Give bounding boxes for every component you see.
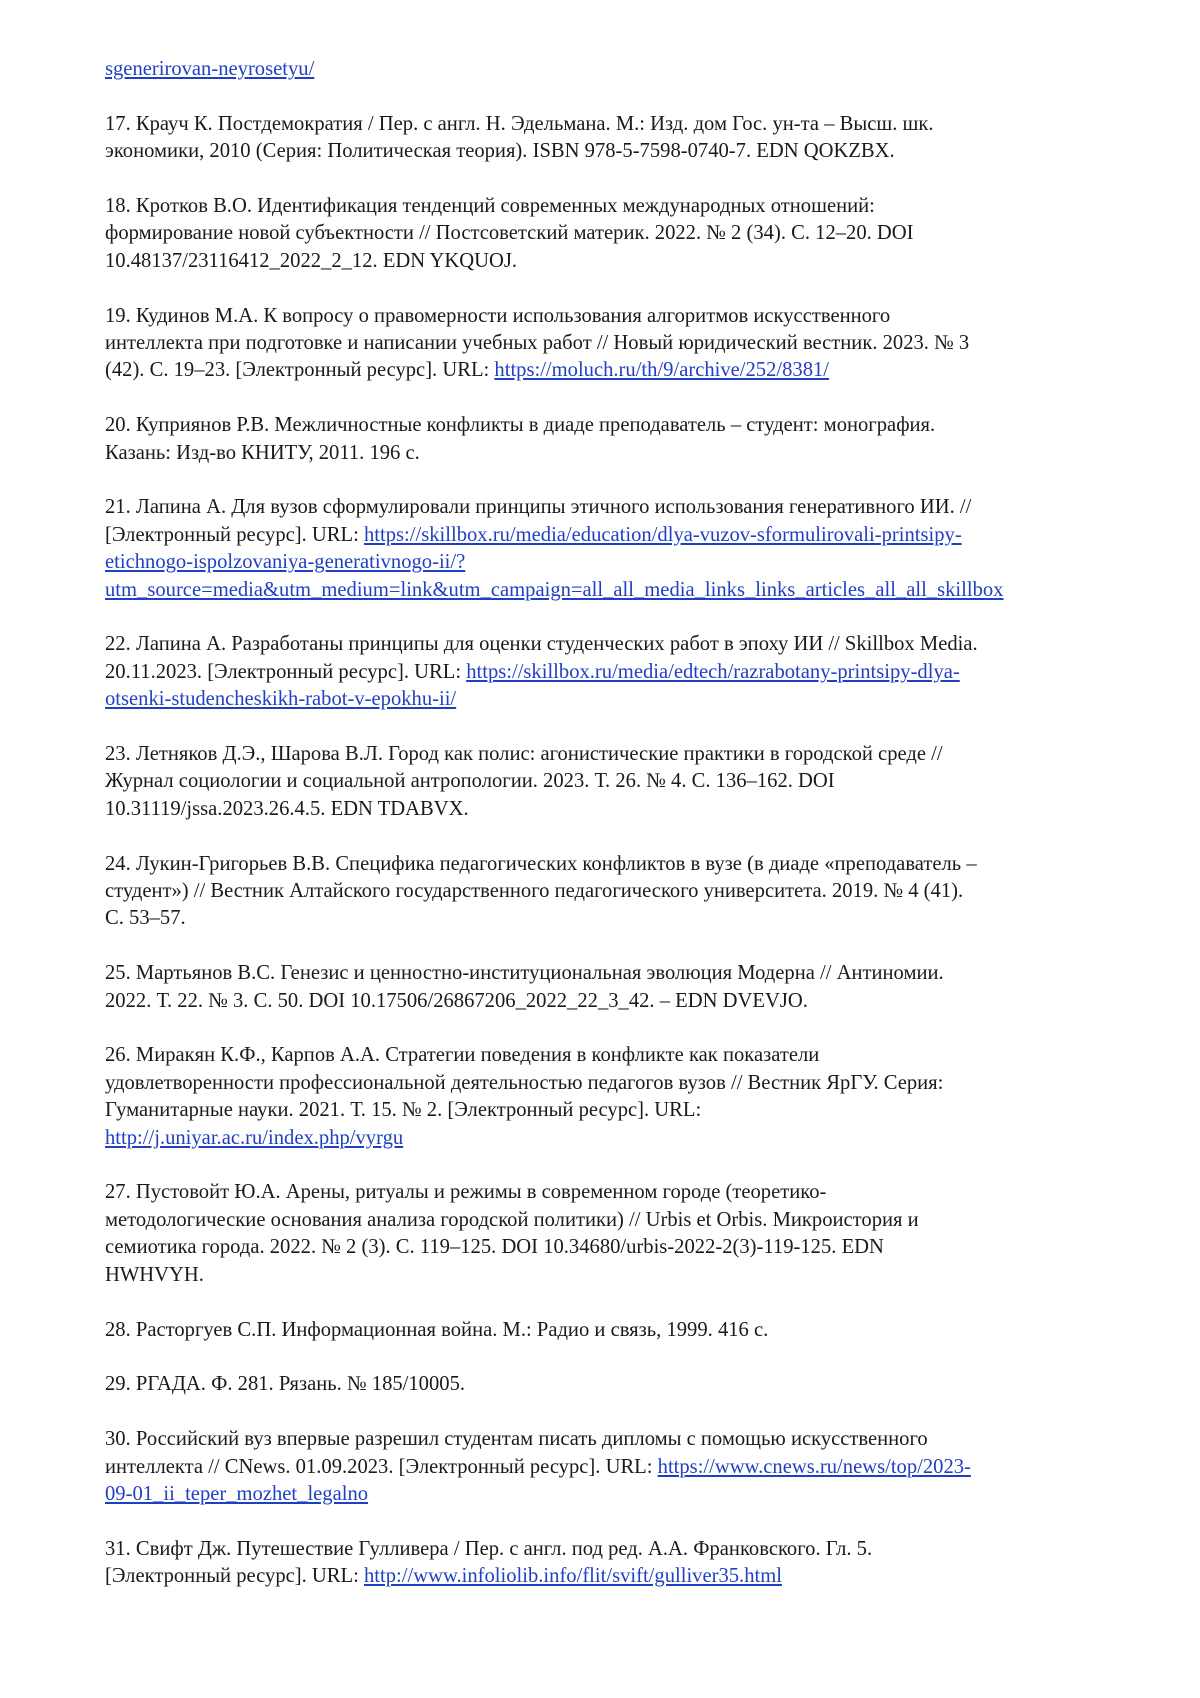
reference-text: Казань: Изд-во КНИТУ, 2011. 196 с. bbox=[105, 441, 420, 464]
reference-line bbox=[105, 138, 1135, 165]
reference-text: (42). С. 19–23. [Электронный ресурс]. URL: bbox=[105, 359, 495, 382]
reference-line bbox=[105, 1371, 1135, 1398]
reference-line bbox=[105, 1481, 1135, 1508]
reference-text: 29. РГАДА. Ф. 281. Рязань. № 185/10005. bbox=[105, 1373, 466, 1396]
reference-link[interactable]: otsenki-studencheskikh-rabot-v-epokhu-ii/ bbox=[105, 688, 457, 711]
reference-line bbox=[105, 1042, 1135, 1069]
reference-list bbox=[105, 56, 1135, 1618]
reference-line bbox=[105, 659, 1135, 686]
reference-line bbox=[105, 1426, 1135, 1453]
reference-link[interactable]: sgenerirovan-neyrosetyu/ bbox=[105, 58, 315, 80]
reference-text: студент») // Вестник Алтайского государственного педагогического университета. 2019. № 4 (41). bbox=[105, 880, 964, 903]
reference-line bbox=[105, 248, 1135, 275]
reference-text: семиотика города. 2022. № 2 (3). С. 119–125. DOI 10.34680/urbis-2022-2(3)-119-125. EDN bbox=[105, 1236, 884, 1259]
reference-line bbox=[105, 1563, 1135, 1590]
reference-entry bbox=[105, 111, 1135, 166]
reference-line bbox=[105, 878, 1135, 905]
reference-link[interactable]: utm_source=media&utm_medium=link&utm_campaign=all_all_media_links_links_articles_all_all_skillbox bbox=[105, 578, 1004, 601]
reference-text: С. 53–57. bbox=[105, 907, 186, 930]
reference-line bbox=[105, 577, 1135, 604]
reference-entry bbox=[105, 851, 1135, 933]
reference-link[interactable]: https://www.cnews.ru/news/top/2023- bbox=[657, 1455, 971, 1478]
reference-entry bbox=[105, 193, 1135, 275]
reference-line bbox=[105, 1125, 1135, 1152]
reference-line bbox=[105, 1262, 1135, 1289]
reference-entry bbox=[105, 494, 1135, 604]
reference-text: экономики, 2010 (Серия: Политическая теория). ISBN 978-5-7598-0740-7. EDN QOKZBX. bbox=[105, 140, 895, 163]
reference-text: методологические основания анализа городской политики) // Urbis et Orbis. Микроистория и bbox=[105, 1208, 919, 1231]
reference-line bbox=[105, 741, 1135, 768]
reference-entry bbox=[105, 1536, 1135, 1591]
reference-text: удовлетворенности профессиональной деятельностью педагогов вузов // Вестник ЯрГУ. Серия: bbox=[105, 1071, 944, 1094]
reference-entry bbox=[105, 1179, 1135, 1289]
reference-text: интеллекта // CNews. 01.09.2023. [Электронный ресурс]. URL: bbox=[105, 1455, 658, 1478]
reference-entry bbox=[105, 1426, 1135, 1508]
reference-text: 27. Пустовойт Ю.А. Арены, ритуалы и режимы в современном городе (теоретико- bbox=[105, 1181, 827, 1204]
reference-text: Гуманитарные науки. 2021. Т. 15. № 2. [Электронный ресурс]. URL: bbox=[105, 1099, 702, 1122]
reference-entry bbox=[105, 56, 1135, 83]
reference-line bbox=[105, 522, 1135, 549]
reference-link[interactable]: https://skillbox.ru/media/education/dlya-vuzov-sformulirovali-printsipy- bbox=[364, 523, 962, 546]
reference-text: 23. Летняков Д.Э., Шарова В.Л. Город как полис: агонистические практики в городской среде // bbox=[105, 743, 943, 766]
reference-entry bbox=[105, 412, 1135, 467]
reference-entry bbox=[105, 741, 1135, 823]
reference-line bbox=[105, 220, 1135, 247]
reference-line bbox=[105, 1234, 1135, 1261]
reference-text: 30. Российский вуз впервые разрешил студентам писать дипломы с помощью искусственного bbox=[105, 1428, 928, 1451]
reference-line bbox=[105, 631, 1135, 658]
reference-text: формирование новой субъектности // Постсоветский материк. 2022. № 2 (34). С. 12–20. DOI bbox=[105, 222, 914, 245]
reference-entry bbox=[105, 960, 1135, 1015]
reference-line bbox=[105, 330, 1135, 357]
reference-line bbox=[105, 193, 1135, 220]
reference-text: 28. Расторгуев С.П. Информационная война. М.: Радио и связь, 1999. 416 с. bbox=[105, 1318, 769, 1341]
reference-text: 2022. Т. 22. № 3. С. 50. DOI 10.17506/26867206_2022_22_3_42. – EDN DVEVJO. bbox=[105, 989, 808, 1012]
reference-line bbox=[105, 1070, 1135, 1097]
reference-line bbox=[105, 796, 1135, 823]
reference-text: 19. Кудинов М.А. К вопросу о правомерности использования алгоритмов искусственного bbox=[105, 304, 891, 327]
reference-link[interactable]: https://moluch.ru/th/9/archive/252/8381/ bbox=[494, 359, 830, 382]
reference-line bbox=[105, 1536, 1135, 1563]
reference-link[interactable]: http://www.infoliolib.info/flit/svift/gulliver35.html bbox=[364, 1565, 782, 1588]
reference-line bbox=[105, 412, 1135, 439]
reference-text: 21. Лапина А. Для вузов сформулировали принципы этичного использования генеративного ИИ. // bbox=[105, 496, 972, 519]
reference-text: 20.11.2023. [Электронный ресурс]. URL: bbox=[105, 660, 467, 683]
reference-line bbox=[105, 1097, 1135, 1124]
reference-line bbox=[105, 686, 1135, 713]
reference-link[interactable]: 09-01_ii_teper_mozhet_legalno bbox=[105, 1482, 369, 1505]
reference-line bbox=[105, 56, 1135, 83]
reference-text: HWHVYH. bbox=[105, 1263, 204, 1286]
reference-link[interactable]: etichnogo-ispolzovaniya-generativnogo-ii/? bbox=[105, 551, 466, 574]
reference-entry bbox=[105, 1317, 1135, 1344]
reference-link[interactable]: https://skillbox.ru/media/edtech/razrabotany-printsipy-dlya- bbox=[466, 660, 960, 683]
reference-line bbox=[105, 440, 1135, 467]
reference-entry bbox=[105, 1371, 1135, 1398]
reference-text: 18. Кротков В.О. Идентификация тенденций современных международных отношений: bbox=[105, 195, 875, 217]
reference-text: интеллекта при подготовке и написании учебных работ // Новый юридический вестник. 2023. № 3 bbox=[105, 332, 970, 355]
reference-line bbox=[105, 1207, 1135, 1234]
reference-text: [Электронный ресурс]. URL: bbox=[105, 523, 364, 546]
reference-line bbox=[105, 303, 1135, 330]
reference-line bbox=[105, 905, 1135, 932]
reference-entry bbox=[105, 1042, 1135, 1152]
reference-text: 10.48137/23116412_2022_2_12. EDN YKQUOJ. bbox=[105, 249, 518, 272]
reference-line bbox=[105, 960, 1135, 987]
reference-line bbox=[105, 357, 1135, 384]
reference-text: 25. Мартьянов В.С. Генезис и ценностно-институциональная эволюция Модерна // Антиномии. bbox=[105, 962, 944, 985]
reference-entry bbox=[105, 303, 1135, 385]
reference-text: 10.31119/jssa.2023.26.4.5. EDN TDABVX. bbox=[105, 797, 469, 820]
reference-text: 20. Куприянов Р.В. Межличностные конфликты в диаде преподаватель – студент: монография. bbox=[105, 414, 936, 437]
reference-line bbox=[105, 851, 1135, 878]
reference-text: 24. Лукин-Григорьев В.В. Специфика педагогических конфликтов в вузе (в диаде «преподаватель – bbox=[105, 852, 977, 875]
reference-text: 26. Миракян К.Ф., Карпов А.А. Стратегии поведения в конфликте как показатели bbox=[105, 1044, 820, 1067]
reference-text: 22. Лапина А. Разработаны принципы для оценки студенческих работ в эпоху ИИ // Skillbox Media. bbox=[105, 633, 978, 656]
reference-line bbox=[105, 988, 1135, 1015]
reference-text: [Электронный ресурс]. URL: bbox=[105, 1565, 364, 1588]
reference-line bbox=[105, 768, 1135, 795]
reference-text: 17. Крауч К. Постдемократия / Пер. с англ. Н. Эдельмана. М.: Изд. дом Гос. ун-та – Высш. шк. bbox=[105, 112, 934, 135]
reference-line bbox=[105, 549, 1135, 576]
reference-line bbox=[105, 1454, 1135, 1481]
reference-line bbox=[105, 1317, 1135, 1344]
reference-entry bbox=[105, 631, 1135, 713]
reference-link[interactable]: http://j.uniyar.ac.ru/index.php/vyrgu bbox=[105, 1126, 404, 1149]
reference-line bbox=[105, 1179, 1135, 1206]
reference-line bbox=[105, 111, 1135, 138]
reference-line bbox=[105, 494, 1135, 521]
reference-text: Журнал социологии и социальной антропологии. 2023. Т. 26. № 4. С. 136–162. DOI bbox=[105, 770, 835, 793]
reference-text: 31. Свифт Дж. Путешествие Гулливера / Пер. с англ. под ред. А.А. Франковского. Гл. 5. bbox=[105, 1537, 873, 1560]
